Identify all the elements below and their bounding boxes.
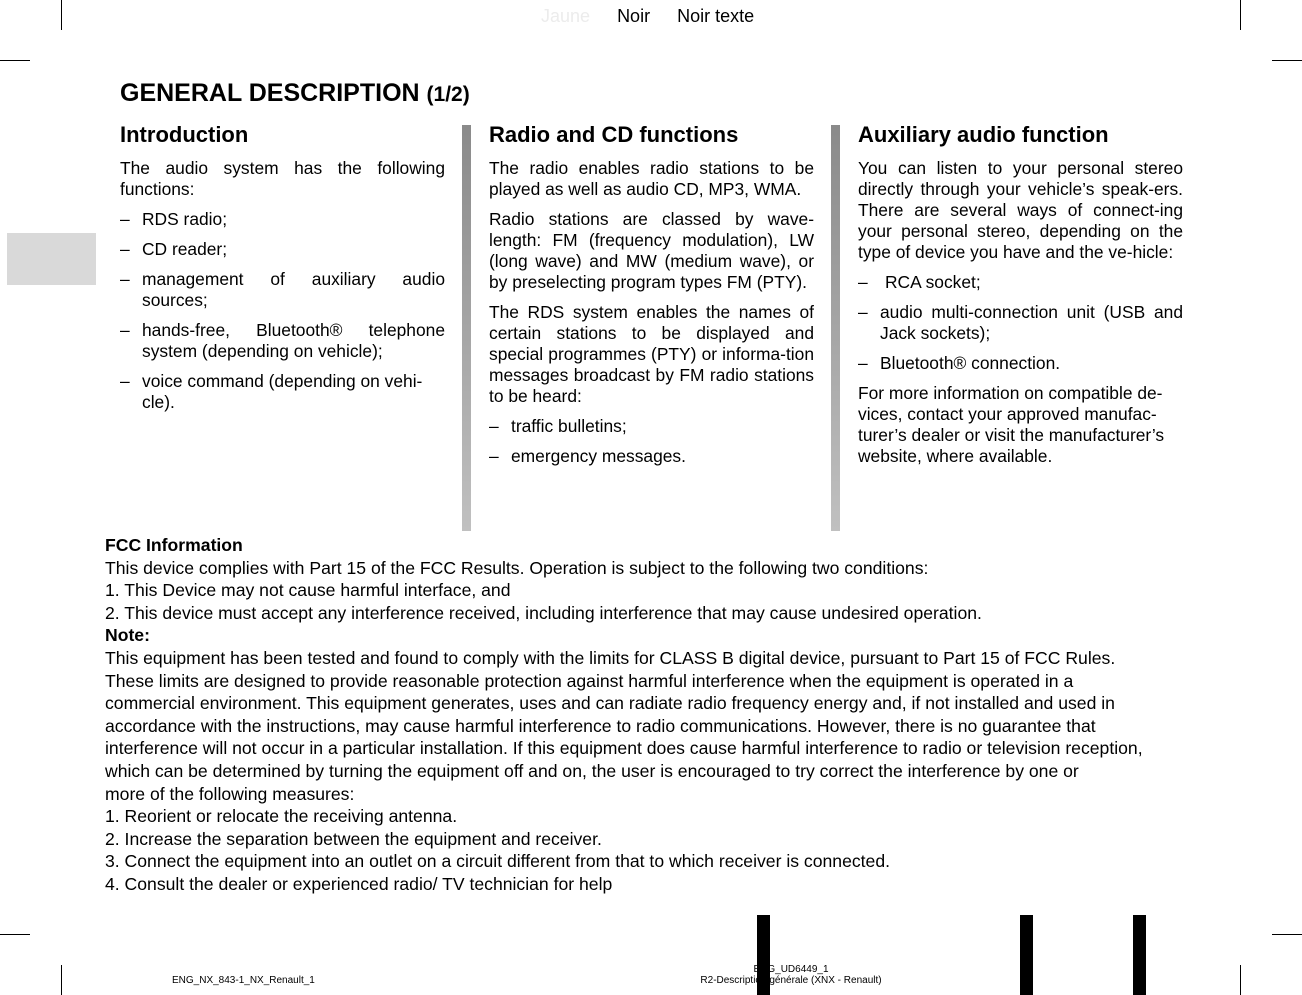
crop-mark <box>0 934 30 935</box>
introduction-column <box>120 121 445 422</box>
crop-mark <box>1240 965 1241 995</box>
fcc-heading: FCC Information <box>105 535 243 555</box>
fcc-note-line: This equipment has been tested and found to comply with the limits for CLASS B digital device, pursuant to Part 15 of FCC Rules. <box>105 647 1116 668</box>
list-item: – traffic bulletins; <box>489 416 814 437</box>
fcc-note-line: These limits are designed to provide reasonable protection against harmful interference when the equipment is operated in a <box>105 670 1074 691</box>
crop-mark <box>1272 60 1302 61</box>
fcc-note-heading: Note: <box>105 625 150 646</box>
auxiliary-paragraph: You can listen to your personal stereo directly through your vehicle’s speak-ers. There are several ways of connect-ing your personal stereo, depending on the type of device you have and the ve-hicle: <box>858 158 1183 262</box>
fcc-note-line: interference will not occur in a particular installation. If this equipment does cause harmful interference to radio or television reception, <box>105 738 1143 759</box>
introduction-paragraph: The audio system has the following functions: <box>120 158 445 199</box>
radio-paragraph: Radio stations are classed by wave-length: FM (frequency modulation), LW (long wave) and MW (medium wave), or by preselecting program types FM (PTY). <box>489 209 814 292</box>
radio-list <box>489 416 814 467</box>
fcc-note-line: 2. Increase the separation between the equipment and receiver. <box>105 828 602 849</box>
column-divider <box>462 125 471 531</box>
crop-mark <box>1272 934 1302 935</box>
footer-section-subtitle: R2-Description générale (XNX - Renault) <box>700 975 882 986</box>
introduction-heading: Introduction <box>120 122 249 147</box>
footer-document-code: ENG_NX_843-1_NX_Renault_1 <box>172 975 315 986</box>
crop-mark <box>61 965 62 995</box>
page-title-main: GENERAL DESCRIPTION <box>120 79 420 107</box>
footer-section-code <box>697 964 885 986</box>
color-label-jaune: Jaune <box>541 6 591 26</box>
fcc-note-line: commercial environment. This equipment generates, uses and can radiate radio frequency energy and, if not installed and used in <box>105 693 1115 714</box>
introduction-list <box>120 209 445 413</box>
list-item: – RCA socket; <box>858 272 1183 293</box>
list-item: – management of auxiliary audio sources; <box>120 269 445 311</box>
color-label-noir-texte: Noir texte <box>677 6 755 26</box>
list-item: – Bluetooth® connection. <box>858 353 1183 374</box>
column-divider <box>831 125 840 531</box>
list-item: – RDS radio; <box>120 209 445 230</box>
registration-bar <box>1133 915 1146 995</box>
fcc-information <box>105 534 1235 896</box>
radio-paragraph: The radio enables radio stations to be played as well as audio CD, MP3, WMA. <box>489 158 814 199</box>
list-item: – audio multi-connection unit (USB and Jack sockets); <box>858 302 1183 344</box>
crop-mark <box>1240 0 1241 30</box>
list-item: – emergency messages. <box>489 446 814 467</box>
footer-section-id: ENG_UD6449_1 <box>753 964 829 975</box>
list-item: – hands-free, Bluetooth® telephone system (depending on vehicle); <box>120 320 445 362</box>
auxiliary-heading: Auxiliary audio function <box>858 122 1109 147</box>
radio-cd-heading: Radio and CD functions <box>489 122 739 147</box>
list-item: – CD reader; <box>120 239 445 260</box>
crop-mark <box>61 0 62 30</box>
radio-cd-column <box>489 121 814 476</box>
color-separation-labels <box>541 6 776 27</box>
auxiliary-closing: For more information on compatible de-vices, contact your approved manufac-turer’s dealer or visit the manufacturer’s website, where available. <box>858 383 1165 466</box>
fcc-note-line: 3. Connect the equipment into an outlet on a circuit different from that to which receiver is connected. <box>105 851 890 872</box>
fcc-line: 2. This device must accept any interference received, including interference that may cause undesired operation. <box>105 602 982 623</box>
fcc-line: 1. This Device may not cause harmful interface, and <box>105 580 511 601</box>
list-item: – voice command (depending on vehi-cle). <box>120 371 445 413</box>
auxiliary-column <box>858 121 1183 476</box>
page-title <box>120 79 470 108</box>
fcc-note-line: 4. Consult the dealer or experienced radio/ TV technician for help <box>105 873 613 894</box>
fcc-note-line: accordance with the instructions, may cause harmful interference to radio communications. However, there is no guarantee that <box>105 715 1096 736</box>
section-side-tab <box>7 233 96 285</box>
page-title-part: (1/2) <box>426 83 470 106</box>
radio-paragraph: The RDS system enables the names of certain stations to be displayed and special programmes (PTY) or informa-tion messages broadcast by FM radio stations to be heard: <box>489 302 814 406</box>
color-label-noir: Noir <box>617 6 651 26</box>
fcc-note-line: more of the following measures: <box>105 783 355 804</box>
registration-bar <box>1020 915 1033 995</box>
fcc-note-line: which can be determined by turning the equipment off and on, the user is encouraged to try correct the interference by one or <box>105 760 1079 781</box>
fcc-line: This device complies with Part 15 of the FCC Results. Operation is subject to the following two conditions: <box>105 557 929 578</box>
auxiliary-list <box>858 272 1183 374</box>
fcc-note-line: 1. Reorient or relocate the receiving antenna. <box>105 806 458 827</box>
crop-mark <box>0 60 30 61</box>
